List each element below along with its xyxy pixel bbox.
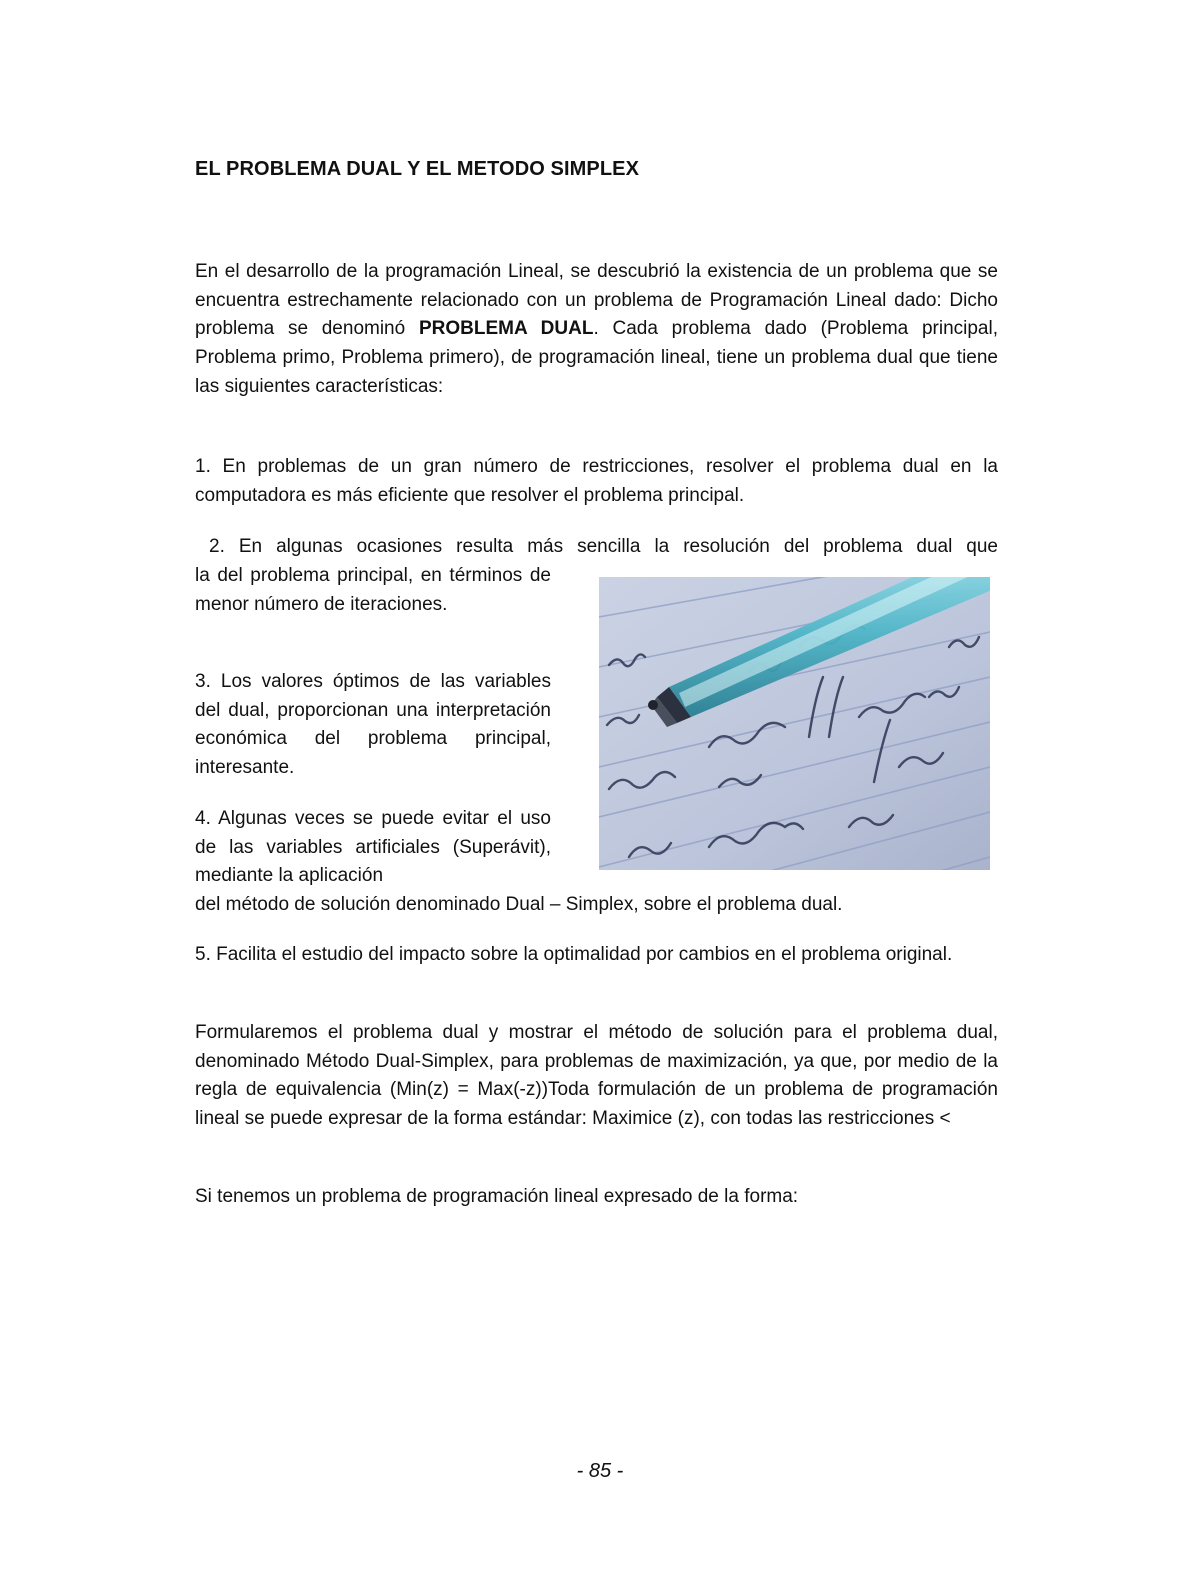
intro-text-end: . Cada problema dado (Problema principal, Problema primo, Problema primero), de programación lineal, tiene un problema dual que tiene las siguientes características:: [195, 318, 998, 397]
page-title: EL PROBLEMA DUAL Y EL METODO SIMPLEX: [195, 158, 640, 180]
list-item-4-wrapped: 4. Algunas veces se puede evitar el uso de las variables artificiales (Superávit), mediante la aplicación: [195, 808, 551, 887]
list-item-2-first-line: 2. En algunas ocasiones resulta más sencilla la resolución del problema dual que: [209, 536, 998, 557]
intro-paragraph: [195, 258, 998, 402]
list-item-1: 1. En problemas de un gran número de restricciones, resolver el problema dual en la computadora es más eficiente que resolver el problema principal.: [195, 456, 998, 506]
list-item-4-rest: del método de solución denominado Dual – Simplex, sobre el problema dual.: [195, 894, 843, 915]
page-number: - 85 -: [576, 1460, 624, 1482]
closing-paragraph: Si tenemos un problema de programación lineal expresado de la forma:: [195, 1186, 799, 1207]
formulation-paragraph: Formularemos el problema dual y mostrar el método de solución para el problema dual, denominado Método Dual-Simplex, para problemas de maximización, ya que, por medio de la regla de equivalencia (Min(z) = Max(-z))Toda formulación de un problema de programación lineal se puede expresar de la forma estándar: Maximice (z), con todas las restricciones <: [195, 1022, 998, 1130]
intro-text-start: En el desarrollo de la programación Lineal, se descubrió la existencia de un problema que se encuentra estrechamente relacionado con un problema de Programación Lineal dado: Dicho problema se denominó: [195, 261, 998, 340]
list-item-5: 5. Facilita el estudio del impacto sobre la optimalidad por cambios en el problema original.: [195, 944, 953, 965]
photo-pen-on-math-notes-icon: [599, 577, 990, 870]
list-item-3: 3. Los valores óptimos de las variables del dual, proporcionan una interpretación económica del problema principal, interesante.: [195, 671, 551, 779]
intro-bold-term: PROBLEMA DUAL: [418, 318, 594, 340]
list-item-2-rest: la del problema principal, en términos de menor número de iteraciones.: [195, 565, 551, 615]
